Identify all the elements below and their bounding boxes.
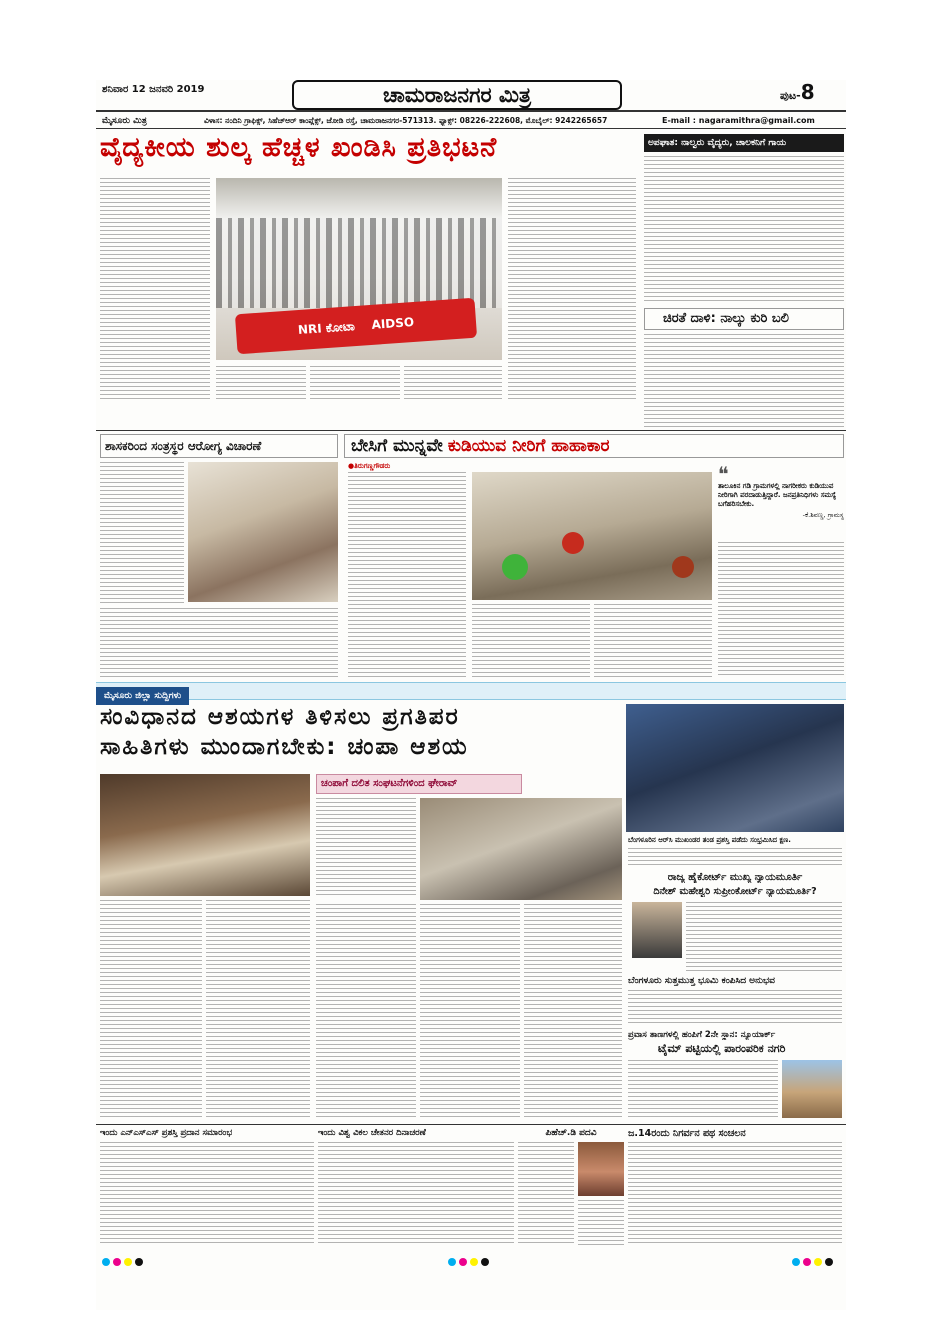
accident-headline-box	[644, 134, 844, 152]
reg-dot	[102, 1258, 110, 1266]
gherao-photo	[420, 798, 622, 900]
reg-dot	[792, 1258, 800, 1266]
masthead-email: E-mail : nagaramithra@gmail.com	[662, 116, 815, 125]
protest-photo	[216, 178, 502, 360]
lead-text-col-1	[100, 178, 210, 400]
water-pot-2	[562, 532, 584, 554]
district-news-bar	[96, 682, 846, 700]
registration-marks-right	[792, 1258, 833, 1266]
accident-headline: ಅಪಘಾತ: ನಾಲ್ವರು ವೈದ್ಯರು, ಚಾಲಕನಿಗೆ ಗಾಯ	[648, 138, 787, 148]
phd-headline: ಪಿಹೆಚ್.ಡಿ ಪದವಿ	[545, 1128, 597, 1138]
hampi-text	[628, 1060, 778, 1120]
sports-caption: ಬೆಂಗಳೂರಿನ ಆರ್‌ಸಿ ಮುಖಂಡರ ತಂಡ ಪ್ರಶಸ್ತಿ ಪಡೆದು ಸಂಭ್ರಮಿಸಿದ ಕ್ಷಣ.	[628, 836, 791, 844]
lead-text-col-2	[216, 366, 306, 400]
water-text-2	[472, 604, 590, 678]
champa-headline-1: ಸಂವಿಧಾನದ ಆಶಯಗಳ ತಿಳಿಸಲು ಪ್ರಗತಿಪರ	[100, 704, 460, 730]
hampi-headline-1: ಪ್ರವಾಸ ತಾಣಗಳಲ್ಲಿ ಹಂಪಿಗೆ 2ನೇ ಸ್ಥಾನ: ನ್ಯೂಯಾರ್ಕ್	[628, 1030, 776, 1040]
page-label: ಪುಟ-	[780, 89, 801, 102]
disabled-text	[318, 1142, 514, 1246]
health-headline-box	[100, 434, 338, 458]
page-number-box	[780, 80, 815, 104]
lead-text-col-4	[404, 366, 502, 400]
water-pot-1	[502, 554, 528, 580]
disabled-headline: ಇಂದು ವಿಶ್ವ ವಿಕಲ ಚೇತನರ ದಿನಾಚರಣೆ	[318, 1128, 426, 1138]
crowd-shape	[216, 218, 502, 308]
phd-text-1	[518, 1142, 574, 1246]
leopard-headline-box	[644, 308, 844, 330]
reg-dot	[135, 1258, 143, 1266]
quote-mark: ❝	[718, 462, 729, 486]
masthead-title: ಚಾಮರಾಜನಗರ ಮಿತ್ರ	[292, 80, 622, 110]
leopard-text	[644, 334, 844, 428]
health-text-2	[100, 608, 338, 678]
health-text-1	[100, 462, 184, 604]
land-headline: ಬೆಂಗಳೂರು ಸುತ್ತಮುತ್ತ ಭೂಮಿ ಕಂಪಿಸಿದ ಅನುಭವ	[628, 976, 775, 986]
reg-dot	[814, 1258, 822, 1266]
masthead-rule	[96, 110, 846, 112]
hampi-photo	[782, 1060, 842, 1118]
registration-marks-center	[448, 1258, 489, 1266]
land-text	[628, 990, 842, 1026]
water-dateline: ●ತಿರುಗಣ್ಣಗೌಡರು	[348, 462, 391, 470]
champa-text-1	[100, 900, 202, 1120]
divider-2	[96, 1124, 846, 1125]
nss-text	[100, 1142, 314, 1246]
reg-dot	[470, 1258, 478, 1266]
champa-text-2	[206, 900, 310, 1120]
water-text-1	[348, 472, 466, 678]
lead-text-col-5	[508, 178, 636, 400]
judge-photo	[632, 902, 682, 958]
judge-text	[686, 902, 842, 972]
judge-headline-2: ದಿನೇಶ್ ಮಹೇಶ್ವರಿ ಸುಪ್ರೀಂಕೋರ್ಟ್ ನ್ಯಾಯಮೂರ್ತಿ?	[653, 886, 817, 897]
reg-dot	[803, 1258, 811, 1266]
dalit-text-2	[316, 904, 416, 1120]
accident-text	[644, 156, 844, 302]
divider-1	[96, 430, 846, 431]
phd-photo	[578, 1142, 624, 1196]
water-pot-3	[672, 556, 694, 578]
district-news-label: ಮೈಸೂರು ಜಿಲ್ಲಾ ಸುದ್ದಿಗಳು	[96, 687, 189, 705]
masthead-rule-2	[96, 128, 846, 129]
reg-dot	[124, 1258, 132, 1266]
reg-dot	[113, 1258, 121, 1266]
reg-dot	[481, 1258, 489, 1266]
sports-photo	[626, 704, 844, 832]
masthead-date: ಶನಿವಾರ 12 ಜನವರಿ 2019	[102, 84, 205, 95]
champa-headline-2: ಸಾಹಿತಿಗಳು ಮುಂದಾಗಬೇಕು: ಚಂಪಾ ಆಶಯ	[100, 734, 469, 760]
water-quote-author: -ಕೆ.ಶಿವಣ್ಣ, ಗ್ರಾಮಸ್ಥ	[802, 511, 844, 519]
registration-marks-left	[102, 1258, 143, 1266]
dalit-headline: ಚಂಪಾಗೆ ದಲಿತ ಸಂಘಟನೆಗಳಿಂದ ಘೇರಾವ್	[321, 778, 458, 789]
water-headline-box	[344, 434, 844, 458]
phd-text-2	[578, 1200, 624, 1246]
sports-caption-lines	[628, 848, 842, 868]
reg-dot	[459, 1258, 467, 1266]
reg-dot	[825, 1258, 833, 1266]
dalit-text-3	[420, 904, 520, 1120]
lead-text-col-3	[310, 366, 400, 400]
masthead-publisher: ಮೈಸೂರು ಮಿತ್ರ	[102, 116, 147, 126]
dalit-headline-box	[316, 774, 522, 794]
water-photo	[472, 472, 712, 600]
dalit-text-1	[316, 798, 416, 898]
banner-text-2: AIDSO	[371, 314, 415, 332]
leopard-headline: ಚಿರತೆ ದಾಳಿ: ನಾಲ್ಕು ಕುರಿ ಬಲಿ	[663, 311, 789, 326]
newspaper-page	[96, 80, 846, 1310]
water-headline-2: ಕುಡಿಯುವ ನೀರಿಗೆ ಹಾಹಾಕಾರ	[447, 436, 610, 456]
banner-text-1: NRI ಕೋಟಾ	[297, 319, 356, 338]
page-number: 8	[800, 80, 815, 104]
hospital-photo	[188, 462, 338, 602]
hampi-headline-2: ಟೈಮ್ ಪಟ್ಟಿಯಲ್ಲಿ ಪಾರಂಪರಿಕ ನಗರಿ	[658, 1042, 786, 1055]
water-quote-box	[718, 462, 844, 540]
water-quote: ತಾಲೂಕಿನ ಗಡಿ ಗ್ರಾಮಗಳಲ್ಲಿ ನಾಗರೀಕರು ಕುಡಿಯುವ ನೀರಿಗಾಗಿ ಪರದಾಡುತ್ತಿದ್ದಾರೆ. ಜನಪ್ರತಿನಿಧಿಗಳು ಸಮಸ್ಯೆ ಬಗೆಹರಿಸಬೇಕು.	[718, 482, 837, 508]
reg-dot	[448, 1258, 456, 1266]
jan14-text	[628, 1142, 842, 1246]
masthead-address: ವಿಳಾಸ: ನಂದಿನಿ ಗ್ರಾಫಿಕ್ಸ್, ಸಿಹೆಚ್‌ಆರ್ ಕಾಂಪ್ಲೆಕ್ಸ್, ಜೋಡಿ ರಸ್ತೆ, ಚಾಮರಾಜನಗರ-571313. ಫ್ಯಾಕ್ಸ್: 08226-222608, ಮೊಬೈಲ್: 9242265657	[204, 116, 608, 125]
champa-photo	[100, 774, 310, 896]
water-text-4	[718, 542, 844, 678]
judge-headline-1: ರಾಜ್ಯ ಹೈಕೋರ್ಟ್ ಮುಖ್ಯ ನ್ಯಾಯಮೂರ್ತಿ	[667, 872, 803, 883]
jan14-headline: ಜ.14ರಂದು ನಿಗರ್ವನ ಪಥ ಸಂಚಲನ	[628, 1128, 746, 1139]
dalit-text-4	[524, 904, 622, 1120]
water-text-3	[594, 604, 712, 678]
nss-headline: ಇಂದು ಎನ್‌ಎಸ್‌ಎಸ್ ಪ್ರಶಸ್ತಿ ಪ್ರದಾನ ಸಮಾರಂಭ	[100, 1128, 233, 1138]
health-headline: ಶಾಸಕರಿಂದ ಸಂತ್ರಸ್ಥರ ಆರೋಗ್ಯ ವಿಚಾರಣೆ	[105, 439, 262, 453]
lead-headline: ವೈದ್ಯಕೀಯ ಶುಲ್ಕ ಹೆಚ್ಚಳ ಖಂಡಿಸಿ ಪ್ರತಿಭಟನೆ	[100, 132, 498, 163]
water-headline-1: ಬೇಸಿಗೆ ಮುನ್ನವೇ	[351, 436, 443, 456]
